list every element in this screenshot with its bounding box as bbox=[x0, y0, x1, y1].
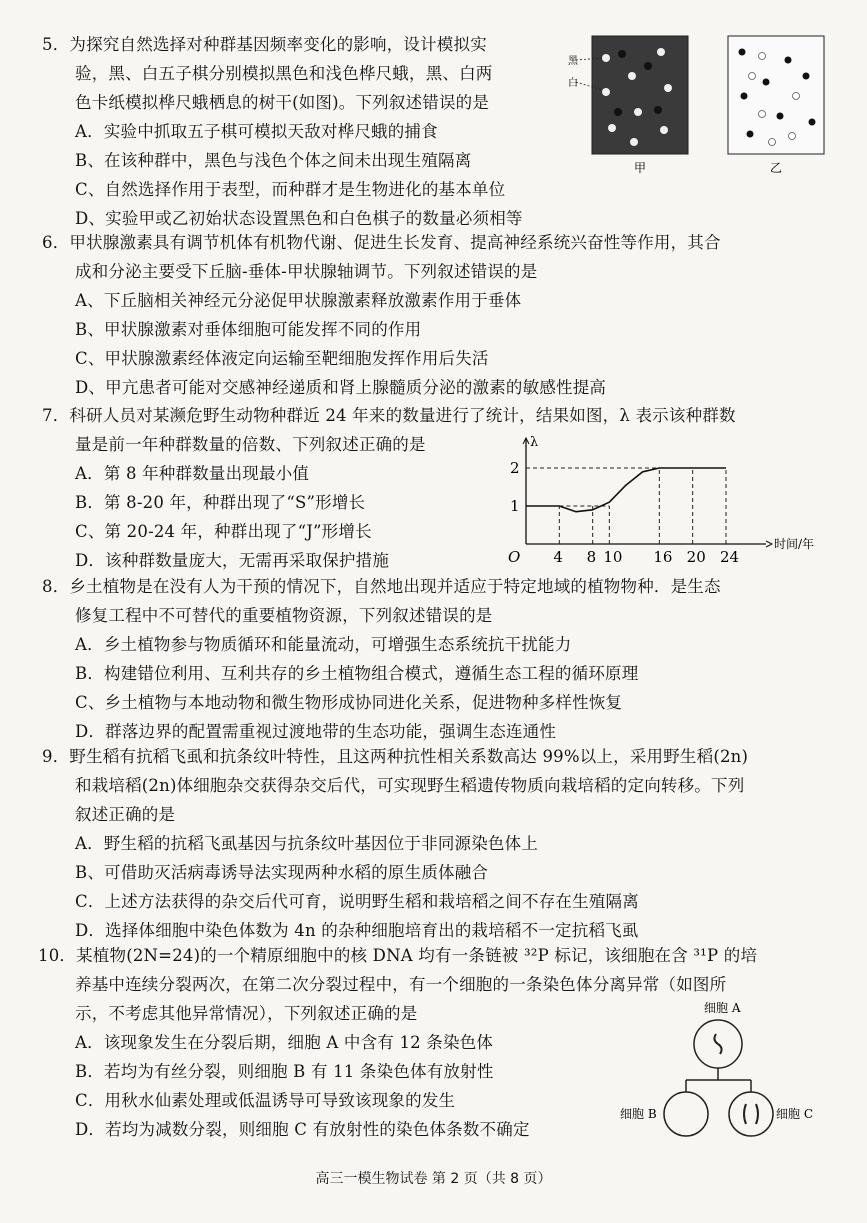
question-line-q8: A．乡土植物参与物质循环和能量流动，可增强生态系统抗干扰能力 bbox=[75, 635, 572, 654]
question-line-q5: 色卡纸模拟桦尺蛾栖息的树干(如图)。下列叙述错误的是 bbox=[75, 93, 490, 112]
question-line-q9: 和栽培稻(2n)体细胞杂交获得杂交后代，可实现野生稻遗传物质向栽培稻的定向转移。下列 bbox=[75, 776, 745, 795]
question-line-q8: C、乡土植物与本地动物和微生物形成协同进化关系，促进物种多样性恢复 bbox=[75, 693, 623, 712]
cell-b-label: 细胞 B bbox=[620, 1107, 657, 1121]
question-stem-q8: 8．乡土植物是在没有人为干预的情况下，自然地出现并适应于特定地域的植物物种．是生态 bbox=[42, 577, 721, 596]
question-line-q5: C、自然选择作用于表型，而种群才是生物进化的基本单位 bbox=[75, 180, 506, 199]
x-tick-label: 20 bbox=[686, 548, 706, 562]
x-tick-label: 24 bbox=[720, 548, 740, 562]
question-line-q6: C、甲状腺激素经体液定向运输至靶细胞发挥作用后失活 bbox=[75, 349, 489, 368]
label-black: 黑 bbox=[568, 56, 578, 67]
question-line-q9: D．选择体细胞中染色体数为 4n 的杂种细胞培育出的栽培稻不一定抗稻飞虱 bbox=[75, 921, 639, 940]
question-line-q8: B．构建错位利用、互利共存的乡土植物组合模式，遵循生态工程的循环原理 bbox=[75, 664, 639, 683]
question-line-q6: A、下丘脑相关神经元分泌促甲状腺激素释放激素作用于垂体 bbox=[75, 291, 522, 310]
x-tick-label: 10 bbox=[603, 548, 623, 562]
question-stem-q6: 6．甲状腺激素具有调节机体有机物代谢、促进生长发育、提高神经系统兴奋性等作用，其合 bbox=[42, 233, 721, 252]
caption-jia: 甲 bbox=[634, 161, 647, 175]
lambda-chart bbox=[500, 432, 830, 562]
cell-b bbox=[664, 1092, 708, 1136]
question-line-q8: 修复工程中不可替代的重要植物资源，下列叙述错误的是 bbox=[75, 606, 493, 625]
question-line-q10: D．若均为减数分裂，则细胞 C 有放射性的染色体条数不确定 bbox=[75, 1120, 530, 1139]
question-line-q9: C．上述方法获得的杂交后代可育，说明野生稻和栽培稻之间不存在生殖隔离 bbox=[75, 892, 639, 911]
question-line-q5: A．实验中抓取五子棋可模拟天敌对桦尺蛾的捕食 bbox=[75, 122, 438, 141]
question-line-q10: C．用秋水仙素处理或低温诱导可导致该现象的发生 bbox=[75, 1091, 456, 1110]
question-line-q5: B、在该种群中，黑色与浅色个体之间未出现生殖隔离 bbox=[75, 151, 472, 170]
question-line-q8: D．群落边界的配置需重视过渡地带的生态功能，强调生态连通性 bbox=[75, 722, 557, 741]
question-stem-q9: 9．野生稻有抗稻飞虱和抗条纹叶特性，且这两种抗性相关系数高达 99%以上，采用野生稻(2n) bbox=[42, 747, 749, 766]
cell-a-label: 细胞 A bbox=[704, 1001, 741, 1015]
question-line-q7: A．第 8 年种群数量出现最小值 bbox=[75, 464, 310, 483]
lambda-line bbox=[526, 468, 726, 512]
chromosome-c2 bbox=[756, 1104, 758, 1124]
y-axis-label: λ bbox=[530, 435, 539, 450]
question-line-q9: B、可借助灭活病毒诱导法实现两种水稻的原生质体融合 bbox=[75, 863, 489, 882]
question-line-q10: B．若均为有丝分裂，则细胞 B 有 11 条染色体有放射性 bbox=[75, 1062, 494, 1081]
figure-q10 bbox=[616, 1000, 836, 1140]
y-tick-label: 2 bbox=[510, 459, 520, 477]
label-white: 白 bbox=[568, 78, 578, 89]
question-stem-q10: 10．某植物(2N=24)的一个精原细胞中的核 DNA 均有一条链被 ³²P 标记，该细胞在含 ³¹P 的培 bbox=[38, 946, 758, 965]
question-stem-q5: 5．为探究自然选择对种群基因频率变化的影响，设计模拟实 bbox=[42, 35, 487, 54]
origin-label: O bbox=[508, 548, 521, 562]
question-line-q5: D、实验甲或乙初始状态设置黑色和白色棋子的数量必须相等 bbox=[75, 209, 523, 228]
page-footer: 高三一模生物试卷 第 2 页（共 8 页） bbox=[315, 1171, 552, 1187]
cell-c bbox=[729, 1092, 773, 1136]
question-line-q9: A．野生稻的抗稻飞虱基因与抗条纹叶基因位于非同源染色体上 bbox=[75, 834, 539, 853]
question-line-q10: 示，不考虑其他异常情况），下列叙述正确的是 bbox=[75, 1004, 418, 1023]
question-stem-q7: 7．科研人员对某濒危野生动物种群近 24 年来的数量进行了统计，结果如图，λ 表示该种群数 bbox=[42, 406, 736, 425]
question-line-q9: 叙述正确的是 bbox=[75, 805, 176, 824]
cell-c-label: 细胞 C bbox=[776, 1107, 813, 1121]
question-line-q7: B．第 8-20 年，种群出现了“S”形增长 bbox=[75, 493, 366, 512]
caption-yi: 乙 bbox=[770, 161, 783, 175]
question-line-q7: C、第 20-24 年，种群出现了“J”形增长 bbox=[75, 522, 372, 541]
x-tick-label: 4 bbox=[553, 548, 563, 562]
question-line-q6: 成和分泌主要受下丘脑-垂体-甲状腺轴调节。下列叙述错误的是 bbox=[75, 262, 538, 281]
question-line-q7: D．该种群数量庞大，无需再采取保护措施 bbox=[75, 551, 390, 570]
x-tick-label: 8 bbox=[586, 548, 597, 562]
question-line-q10: 养基中连续分裂两次，在第二次分裂过程中，有一个细胞的一条染色体分离异常（如图所 bbox=[75, 975, 727, 994]
x-tick-label: 16 bbox=[653, 548, 673, 562]
question-line-q5: 验，黑、白五子棋分别模拟黑色和浅色桦尺蛾，黑、白两 bbox=[75, 64, 493, 83]
question-line-q6: D、甲亢患者可能对交感神经递质和肾上腺髓质分泌的激素的敏感性提高 bbox=[75, 378, 607, 397]
figure-q5 bbox=[566, 30, 836, 180]
question-line-q7: 量是前一年种群数量的倍数、下列叙述正确的是 bbox=[75, 435, 426, 454]
x-arrow bbox=[766, 541, 772, 547]
chromosome-a bbox=[714, 1034, 721, 1054]
y-tick-label: 1 bbox=[510, 497, 520, 515]
question-line-q10: A．该现象发生在分裂后期，细胞 A 中含有 12 条染色体 bbox=[75, 1033, 494, 1052]
chromosome-c1 bbox=[744, 1104, 746, 1124]
question-line-q6: B、甲状腺激素对垂体细胞可能发挥不同的作用 bbox=[75, 320, 422, 339]
x-axis-label: 时间/年 bbox=[774, 537, 815, 551]
